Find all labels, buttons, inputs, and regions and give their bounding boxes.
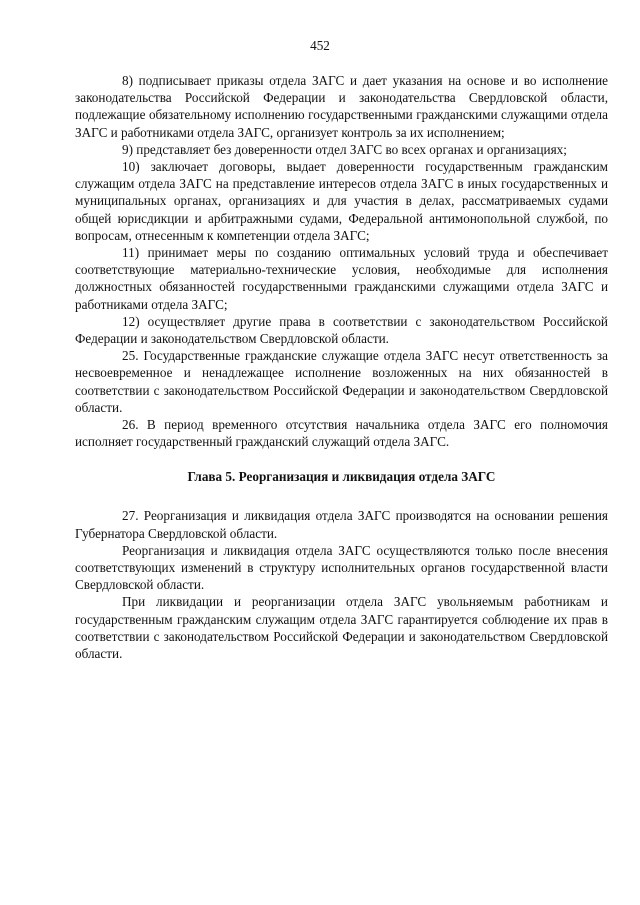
paragraph-liquidation-guarantees: При ликвидации и реорганизации отдела ЗАГС увольняемым работникам и государственным гражданским служащим отдела ЗАГС гарантируется соблюдение их прав в соответствии с законодательством Российской Федерации и законодательством Свердловской области. [75, 594, 608, 662]
document-body [75, 72, 608, 662]
paragraph-reorganization: Реорганизация и ликвидация отдела ЗАГС осуществляются только после внесения соответствующих изменений в структуру исполнительных органов государственной власти Свердловской области. [75, 542, 608, 593]
paragraph-item-9: 9) представляет без доверенности отдел ЗАГС во всех органах и организациях; [122, 141, 567, 157]
paragraph-item-11: 11) принимает меры по созданию оптимальных условий труда и обеспечивает соответствующие материально-технические условия, необходимые для исполнения должностных обязанностей государственными гражданскими служащими отдела ЗАГС и работниками отдела ЗАГС; [75, 245, 608, 312]
paragraph-item-10: 10) заключает договоры, выдает доверенности государственным гражданским служащим отдела ЗАГС на представление интересов отдела ЗАГС в иных государственных и муниципальных органах, организациях и для участия в делах, рассматриваемых судами общей юрисдикции и арбитражными судами, Федеральной антимонопольной службой, по вопросам, отнесенным к компетенции отдела ЗАГС; [75, 159, 608, 243]
page-number: 452 [310, 38, 330, 53]
paragraph-clause-26: 26. В период временного отсутствия начальника отдела ЗАГС его полномочия исполняет государственный гражданский служащий отдела ЗАГС. [75, 417, 608, 450]
chapter-title: Глава 5. Реорганизация и ликвидация отдела ЗАГС [187, 469, 496, 485]
paragraph-clause-27: 27. Реорганизация и ликвидация отдела ЗАГС производятся на основании решения Губернатора Свердловской области. [75, 508, 608, 541]
paragraph-item-8: 8) подписывает приказы отдела ЗАГС и дает указания на основе и во исполнение законодательства Российской Федерации и законодательства Свердловской области, подлежащие обязательному исполнению государственными гражданскими служащими отдела ЗАГС и работниками отдела ЗАГС, организует контроль за их исполнением; [75, 73, 608, 140]
paragraph-clause-25: 25. Государственные гражданские служащие отдела ЗАГС несут ответственность за несвоевременное и ненадлежащее исполнение возложенных на них обязанностей в соответствии с законодательством Российской Федерации и законодательством Свердловской области. [75, 348, 608, 415]
paragraph-item-12: 12) осуществляет другие права в соответствии с законодательством Российской Федерации и законодательством Свердловской области. [75, 313, 608, 347]
